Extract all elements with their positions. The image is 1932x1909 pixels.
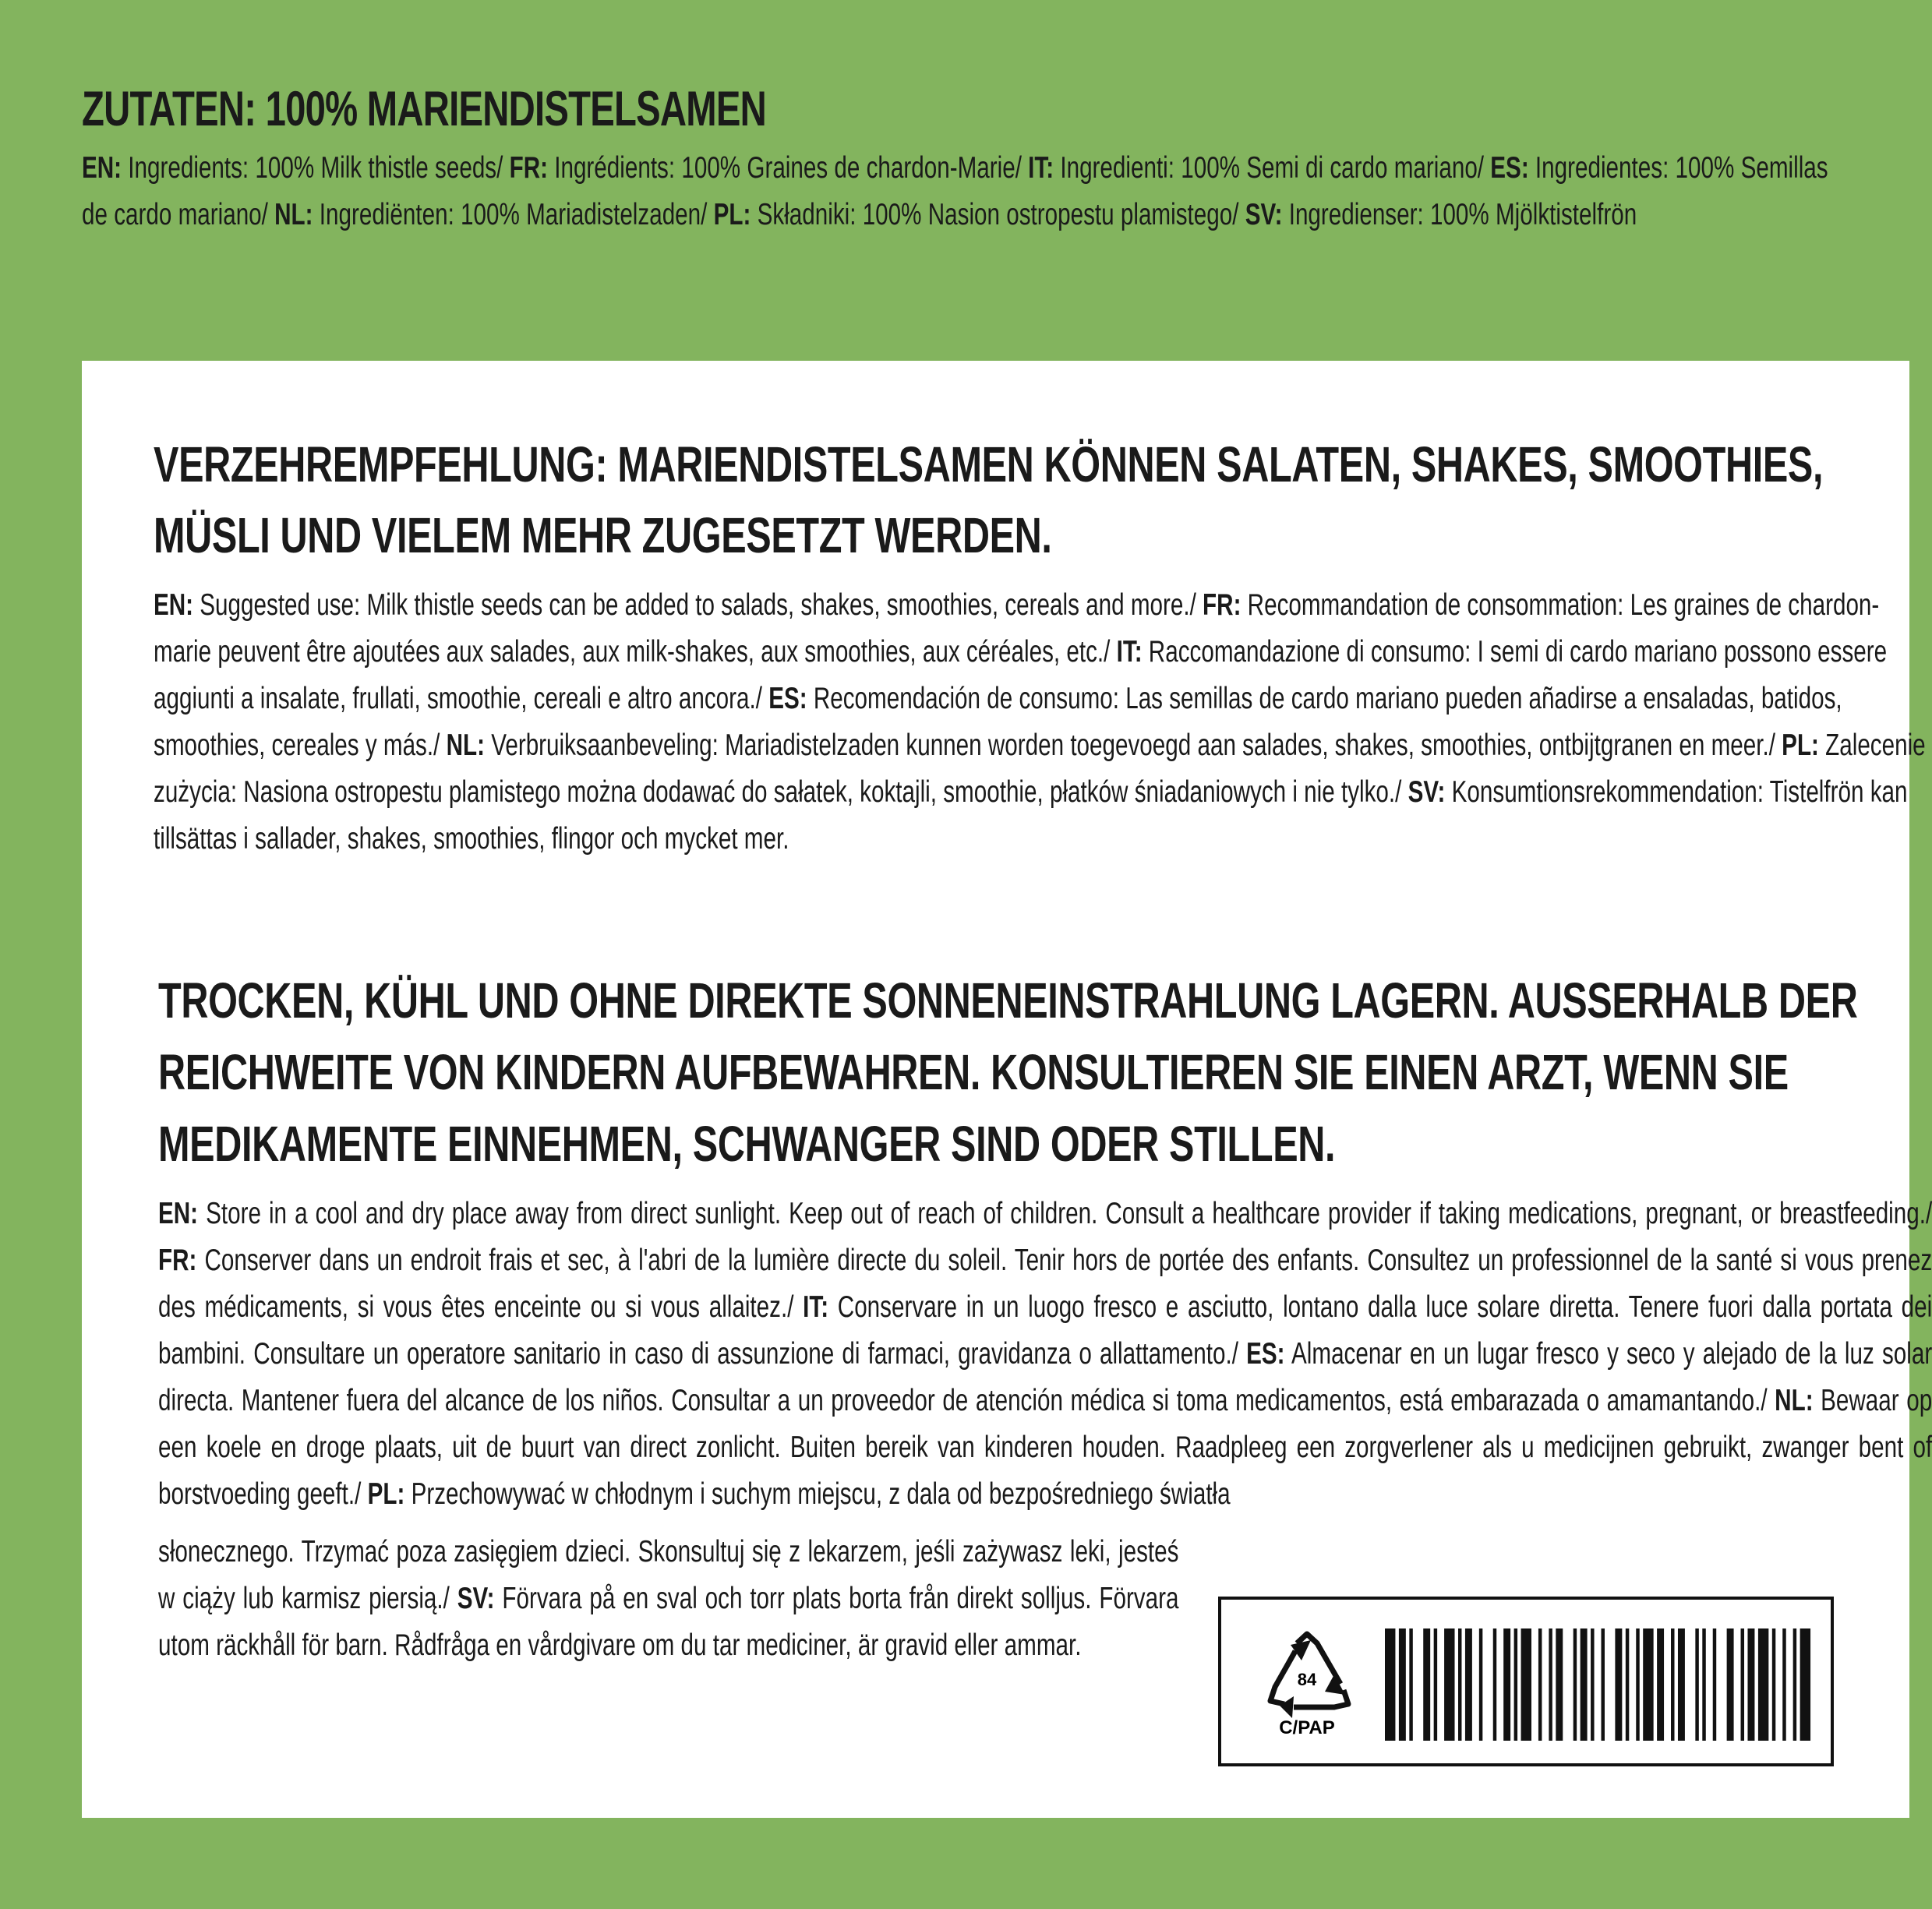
translation-text: Ingredienti: 100% Semi di cardo mariano/ [1054,151,1491,185]
barcode-bar [1409,1628,1412,1741]
storage-translations [158,1191,1932,1518]
translation-text: słonecznego. Trzymać poza zasięgiem dzieci. Skonsultuj się z lekarzem, jeśli zażywasz leki, jesteś w ciąży lub karmisz piersią./ [158,1535,1179,1615]
barcode-bar [1671,1628,1674,1741]
barcode-bar [1657,1628,1664,1741]
barcode-bar [1772,1628,1775,1741]
barcode-bar [1636,1628,1639,1741]
barcode-bar [1702,1628,1705,1741]
ingredients-translations [82,145,1856,238]
barcode-bar [1643,1628,1653,1741]
translation-text: Suggested use: Milk thistle seeds can be added to salads, shakes, smoothies, cereals and more./ [193,588,1203,622]
translation-text: Store in a cool and dry place away from direct sunlight. Keep out of reach of children. Consult a healthcare provider if taking medications, pregnant, or breastfeeding./ [198,1197,1932,1230]
language-code: EN: [158,1197,199,1230]
storage-section [158,965,1932,1669]
barcode-bar [1444,1628,1454,1741]
barcode-icon [1385,1628,1817,1741]
language-code: SV: [1407,775,1446,809]
usage-heading: VERZEHREMPFEHLUNG: MARIENDISTELSAMEN KÖNNEN SALATEN, SHAKES, SMOOTHIES, MÜSLI UND VIELEM MEHR ZUGESETZT WERDEN. [154,436,1824,563]
translation-text: Verbruiksaanbeveling: Mariadistelzaden kunnen worden toegevoegd aan salades, shakes, smoothies, ontbijtgranen en meer./ [484,729,1782,762]
storage-heading: TROCKEN, KÜHL UND OHNE DIREKTE SONNENEINSTRAHLUNG LAGERN. AUSSERHALB DER REICHWEITE VON KINDERN AUFBEWAHREN. KONSULTIEREN SIE EINEN ARZT, WENN SIE MEDIKAMENTE EINNEHMEN, SCHWANGER SIND ODER STILLEN. [158,972,1858,1172]
barcode-bar [1549,1628,1552,1741]
translation-text: Ingrediënten: 100% Mariadistelzaden/ [313,198,714,231]
barcode-bar [1782,1628,1785,1741]
recycling-triangle-icon [1256,1629,1358,1738]
barcode-bar [1727,1628,1734,1741]
language-code: PL: [1782,729,1819,762]
barcode-bar [1479,1628,1482,1741]
translation-text: Ingredientes: 100% Semillas de cardo mariano/ [82,151,1828,231]
barcode-bar [1556,1628,1563,1741]
translation-text: Bewaar op een koele en droge plaats, uit de buurt van direct zonlicht. Buiten bereik van kinderen houden. Raadpleeg een zorgverlener als u medicijnen gebruikt, zwanger bent of borstvoeding geeft./ [158,1384,1932,1511]
barcode-bar [1521,1628,1531,1741]
language-code: IT: [1028,151,1054,185]
barcode-bar [1434,1628,1437,1741]
language-code: PL: [713,198,751,231]
language-code: FR: [509,151,548,185]
barcode-bar [1695,1628,1698,1741]
barcode-bar [1465,1628,1472,1741]
translation-text: Składniki: 100% Nasion ostropestu plamistego/ [751,198,1245,231]
translation-text: Konsumtionsrekommendation: Tistelfrön kan tillsättas i sallader, shakes, smoothies, flingor och mycket mer. [154,775,1908,856]
translation-text: Recommandation de consommation: Les graines de chardon-marie peuvent être ajoutées aux salades, aux milk-shakes, aux smoothies, aux céréales, etc./ [154,588,1880,669]
translation-text: Ingredienser: 100% Mjölktistelfrön [1282,198,1637,231]
barcode-bar [1591,1628,1594,1741]
barcode-bar [1602,1628,1605,1741]
barcode-bar [1626,1628,1629,1741]
info-panel [82,361,1932,1818]
barcode-bar [1758,1628,1768,1741]
translation-text: Ingredients: 100% Milk thistle seeds/ [122,151,510,185]
barcode-bar [1741,1628,1744,1741]
barcode-bar [1581,1628,1588,1741]
packaging-info-box [1218,1597,1834,1766]
usage-translations [154,582,1927,863]
barcode-bar [1493,1628,1496,1741]
translation-text: Raccomandazione di consumo: I semi di cardo mariano possono essere aggiunti a insalate, frullati, smoothie, cereali e altro ancora./ [154,635,1888,715]
language-code: FR: [1203,588,1241,622]
ingredients-heading: ZUTATEN: 100% MARIENDISTELSAMEN [82,82,767,136]
translation-text: Conservare in un luogo fresco e asciutto, lontano dalla luce solare diretta. Tenere fuori dalla portata dei bambini. Consultare un operatore sanitario in caso di assunzione di farmaci, gravidanza o allattamento./ [158,1290,1932,1371]
translation-text: Conserver dans un endroit frais et sec, à l'abri de la lumière directe du soleil. Tenir hors de portée des enfants. Consultez un professionnel de la santé si vous prenez des médicaments, si vous êtes enceinte ou si vous allaitez./ [158,1244,1932,1324]
translation-text: Ingrédients: 100% Graines de chardon-Marie/ [547,151,1029,185]
language-code: NL: [446,729,485,762]
storage-translations-continued [158,1529,1178,1669]
language-code: ES: [768,682,807,715]
language-code: SV: [1245,198,1283,231]
language-code: ES: [1490,151,1529,185]
barcode-bar [1503,1628,1510,1741]
translation-text: Zalecenie zużycia: Nasiona ostropestu plamistego można dodawać do sałatek, koktajli, smoothie, płatków śniadaniowych i nie tylko./ [154,729,1926,809]
translation-text: Förvara på en sval och torr plats borta från direkt solljus. Förvara utom räckhåll för barn. Rådfråga en vårdgivare om du tar mediciner, är gravid eller ammar. [158,1582,1179,1662]
barcode-bar [1458,1628,1461,1741]
barcode-bar [1678,1628,1685,1741]
language-code: EN: [154,588,194,622]
translation-text: Almacenar en un lugar fresco y seco y alejado de la luz solar directa. Mantener fuera del alcance de los niños. Consultar a un proveedor de atención médica si toma medicamentos, está embarazada o amamantando./ [158,1337,1932,1417]
language-code: EN: [82,151,122,185]
ingredients-section [82,78,1843,238]
language-code: IT: [803,1290,829,1324]
language-code: PL: [367,1477,405,1511]
recycling-code: 84 [1297,1670,1317,1689]
language-code: SV: [457,1582,495,1615]
barcode-bar [1399,1628,1406,1741]
recycling-label: C/PAP [1279,1717,1335,1738]
barcode-bar [1747,1628,1754,1741]
translation-text: Przechowywać w chłodnym i suchym miejscu, z dala od bezpośredniego światła [404,1477,1231,1511]
language-code: FR: [158,1244,197,1277]
barcode-bar [1514,1628,1517,1741]
barcode-bar [1713,1628,1716,1741]
translation-text: Recomendación de consumo: Las semillas de cardo mariano pueden añadirse a ensaladas, batidos, smoothies, cereales y más./ [154,682,1842,762]
barcode-bar [1385,1628,1395,1741]
language-code: NL: [1775,1384,1814,1417]
language-code: NL: [274,198,313,231]
barcode-bar [1538,1628,1542,1741]
barcode-bar [1423,1628,1430,1741]
barcode-bar [1793,1628,1796,1741]
language-code: ES: [1246,1337,1285,1371]
language-code: IT: [1116,635,1143,669]
usage-section [154,429,1926,863]
barcode-bar [1574,1628,1577,1741]
barcode-bar [1615,1628,1622,1741]
barcode-bar [1800,1628,1810,1741]
